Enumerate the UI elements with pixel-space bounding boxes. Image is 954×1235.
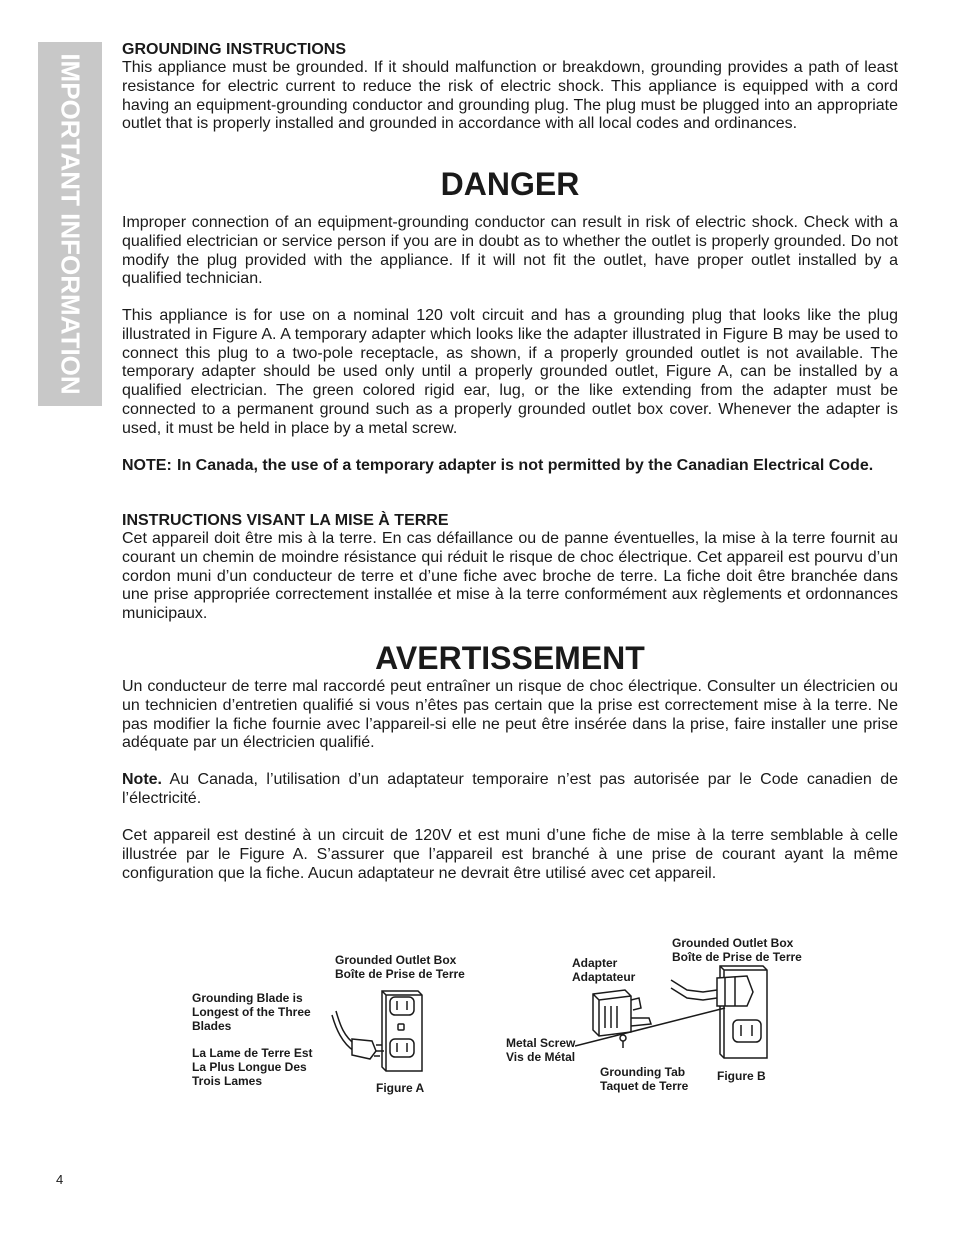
figb-tab-en: Grounding Tab — [600, 1065, 686, 1079]
figb-screw-fr: Vis de Métal — [506, 1050, 576, 1064]
page-number: 4 — [56, 1172, 64, 1187]
figb-adapter-fr: Adaptateur — [572, 970, 636, 984]
figb-screw-label — [506, 1036, 575, 1064]
note-en-label: NOTE: — [122, 457, 172, 474]
note-en — [122, 457, 953, 476]
figb-adapter-en: Adapter — [572, 956, 618, 970]
warning-text-block — [122, 678, 898, 753]
side-tab-label: IMPORTANT INFORMATION — [55, 53, 86, 395]
danger-text-block — [122, 214, 898, 289]
figa-blade-fr-2: La Plus Longue Des — [192, 1060, 307, 1074]
note-fr-block — [122, 771, 898, 809]
danger-text: Improper connection of an equipment-grounding conductor can result in risk of electric shock. Check with a qualified electrician or service person if you are in doubt as to whether the outlet is properly grounded. Do not modify the plug provided with the appliance. If it will not fit the outlet, have proper outlet installed by a qualified technician. — [122, 214, 898, 288]
figb-tab-fr: Taquet de Terre — [600, 1079, 689, 1093]
figa-blade-label — [192, 991, 313, 1088]
grounding-intro: This appliance must be grounded. If it should malfunction or breakdown, grounding provides a path of least resistance for electric current to reduce the risk of electric shock. This appliance is equipped with a cord having an equipment-grounding conductor and grounding plug. The plug must be plugged into an appropriate outlet that is properly installed and grounded in accordance with all local codes and ordinances. — [122, 59, 898, 133]
figa-blade-en-1: Grounding Blade is — [192, 991, 303, 1005]
french-intro: Cet appareil doit être mis à la terre. En cas défaillance ou de panne éventuelles, la mise à la terre fournit au courant un chemin de moindre résistance qui réduit le risque de choc électrique. Cet appareil est pourvu d’un cordon muni d’un conducteur de terre et d’une fiche avec broche de terre. La fiche doit être branchée dans une prise appropriée correctement installée et mise à la terre conformément aux règlements et ordonnances municipaux. — [122, 530, 898, 623]
voltage-fr-block — [122, 827, 898, 883]
warning-block — [122, 640, 898, 676]
figa-box-label — [335, 953, 465, 981]
grounding-heading: GROUNDING INSTRUCTIONS — [122, 41, 346, 58]
figa-blade-fr-1: La Lame de Terre Est — [192, 1046, 313, 1060]
warning-title: AVERTISSEMENT — [375, 640, 645, 676]
note-fr — [122, 771, 898, 809]
figa-blade-en-2: Longest of the Three — [192, 1005, 311, 1019]
figure-b-illustration — [575, 962, 775, 1062]
figb-tab-label — [600, 1065, 688, 1093]
figb-caption: Figure B — [717, 1069, 766, 1083]
danger-block — [122, 166, 898, 202]
french-heading: INSTRUCTIONS VISANT LA MISE À TERRE — [122, 512, 449, 529]
figa-box-fr: Boîte de Prise de Terre — [335, 967, 465, 981]
figa-blade-fr-3: Trois Lames — [192, 1074, 263, 1088]
figa-box-en: Grounded Outlet Box — [335, 953, 457, 967]
danger-title: DANGER — [440, 166, 580, 202]
figb-box-fr: Boîte de Prise de Terre — [672, 950, 802, 964]
figb-box-en: Grounded Outlet Box — [672, 936, 794, 950]
figb-screw-en: Metal Screw — [506, 1036, 576, 1050]
figure-a-illustration — [330, 985, 430, 1075]
english-section — [122, 40, 898, 134]
french-section — [122, 511, 898, 624]
note-en-text: In Canada, the use of a temporary adapter is not permitted by the Canadian Electrical Code. — [177, 457, 874, 474]
side-tab — [38, 42, 102, 406]
voltage-text-fr: Cet appareil est destiné à un circuit de 120V et est muni d’une fiche de mise à la terre semblable à celle illustrée par le Figure A. S’assurer que l’appareil est branché à une prise de courant ayant la même configuration que la fiche. Aucun adaptateur ne devrait être utilisé avec cet appareil. — [122, 827, 898, 882]
voltage-text-en: This appliance is for use on a nominal 120 volt circuit and has a grounding plug that looks like the plug illustrated in Figure A. A temporary adapter which looks like the adapter illustrated in Figure B may be used to connect this plug to a two-pole receptacle, as shown, if a properly grounded outlet is not available. The temporary adapter should be used only until a properly grounded outlet, Figure A, can be installed by a qualified electrician. The green colored rigid ear, lug, or the like extending from the adapter must be connected to a permanent ground such as a properly grounded outlet box cover. Whenever the adapter is used, it must be held in place by a metal screw. — [122, 307, 898, 437]
note-fr-text: Au Canada, l’utilisation d’un adaptateur temporaire n’est pas autorisée par le Code canadien de l’électricité. — [122, 771, 898, 807]
figb-box-label — [672, 936, 802, 964]
warning-text: Un conducteur de terre mal raccordé peut entraîner un risque de choc électrique. Consulter un électricien ou un technicien d’entretien qualifié si vous n’êtes pas certain que la prise est correctement mise à la terre. Ne pas modifier la fiche fournie avec l’appareil-si elle ne peut être insérée dans la prise, faire installer une prise adéquate par un électricien qualifié. — [122, 678, 898, 752]
figa-blade-en-3: Blades — [192, 1019, 232, 1033]
voltage-block — [122, 307, 898, 439]
figa-caption: Figure A — [376, 1081, 425, 1095]
note-fr-label: Note. — [122, 771, 162, 788]
